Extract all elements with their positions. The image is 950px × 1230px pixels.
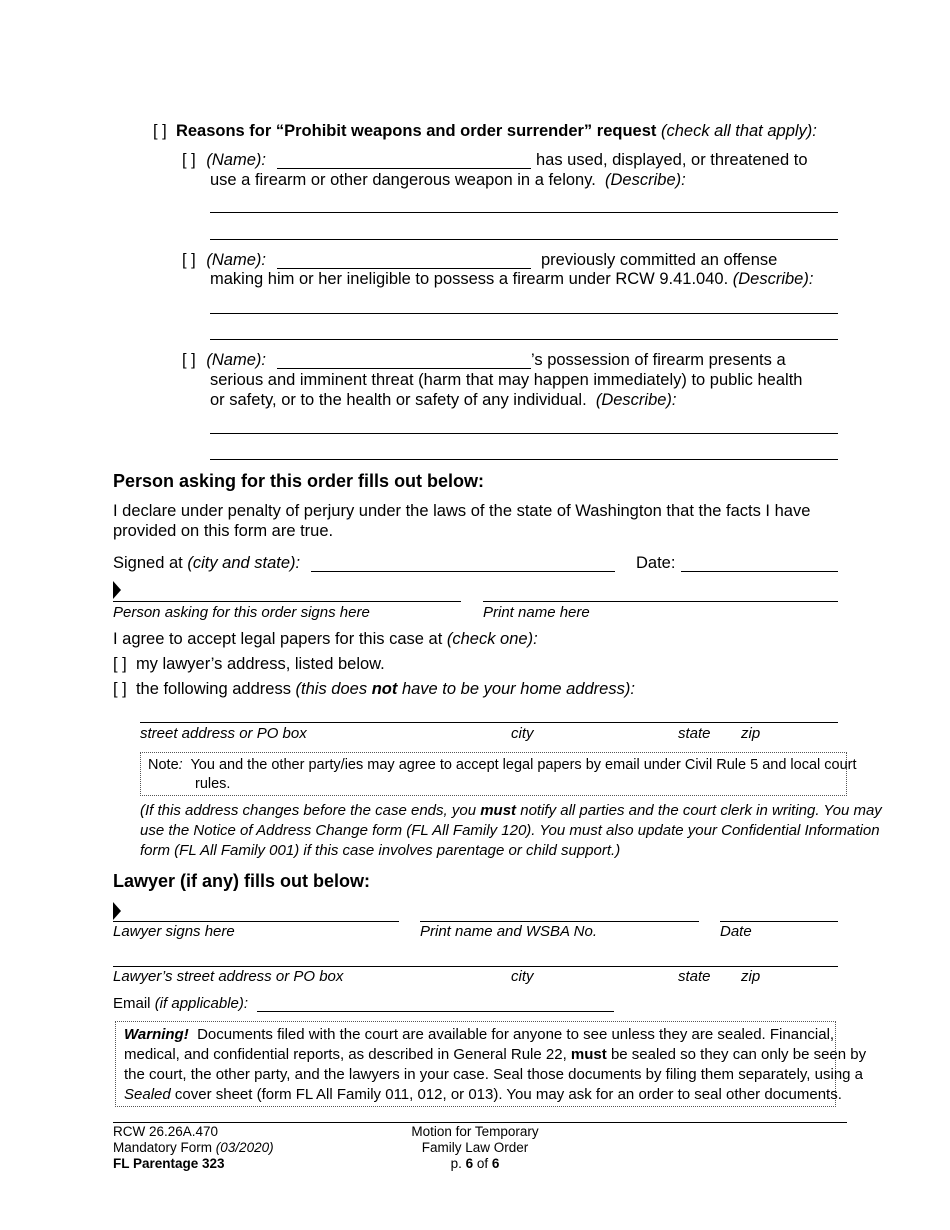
describe-label: (Describe): <box>595 391 677 409</box>
lawyer-date-field[interactable] <box>720 921 838 922</box>
lawyer-date-caption: Date <box>720 923 752 940</box>
lawyer-zip-caption: zip <box>741 968 761 985</box>
address-change-note-line2: use the Notice of Address Change form (FL All Family 120). You must also update your Confidential Information <box>140 822 880 839</box>
email-label: Email (if applicable): <box>113 995 249 1012</box>
describe-line[interactable] <box>210 239 838 240</box>
signed-at-label: Signed at (city and state): <box>113 554 301 572</box>
name-label: (Name): <box>206 151 266 169</box>
name-field[interactable] <box>277 268 531 269</box>
checkbox[interactable]: [ ] <box>182 351 196 369</box>
footer-title: Motion for Temporary <box>411 1124 539 1139</box>
reason-item-3 <box>182 351 266 370</box>
email-field[interactable] <box>257 1011 614 1012</box>
lawyer-print-name-field[interactable] <box>420 921 699 922</box>
reason-item-1 <box>182 151 266 170</box>
date-label: Date: <box>636 554 676 572</box>
describe-line[interactable] <box>210 212 838 213</box>
option-lawyer-address: [ ] my lawyer’s address, listed below. <box>113 655 385 673</box>
reason-item-2 <box>182 251 266 270</box>
reason-text-line2: serious and imminent threat (harm that may happen immediately) to public health <box>210 371 803 389</box>
reason-text-line2: making him or her ineligible to possess a firearm under RCW 9.41.040. (Describe): <box>210 270 814 288</box>
name-field[interactable] <box>277 368 531 369</box>
lawyer-print-caption: Print name and WSBA No. <box>420 923 598 940</box>
name-label: (Name): <box>206 351 266 369</box>
describe-line[interactable] <box>210 339 838 340</box>
name-label: (Name): <box>206 251 266 269</box>
lawyer-state-caption: state <box>678 968 711 985</box>
street-caption: street address or PO box <box>140 725 307 742</box>
declaration-text: I declare under penalty of perjury under the laws of the state of Washington that the facts I have <box>113 502 811 520</box>
note-text-line2: rules. <box>195 776 231 792</box>
option-following-address: [ ] the following address (this does not have to be your home address): <box>113 680 635 698</box>
name-field[interactable] <box>277 168 531 169</box>
signature-field[interactable] <box>113 601 461 602</box>
footer-divider <box>113 1122 847 1123</box>
city-state-field[interactable] <box>311 571 615 572</box>
zip-caption: zip <box>741 725 761 742</box>
declaration-text: provided on this form are true. <box>113 522 334 540</box>
reasons-heading-hint: (check all that apply): <box>660 122 817 140</box>
warning-text-line3: the court, the other party, and the lawyers in your case. Seal those documents by filing them separately, using a <box>124 1066 864 1083</box>
address-field[interactable] <box>140 722 838 723</box>
signature-caption: Person asking for this order signs here <box>113 604 370 621</box>
address-change-note: (If this address changes before the case ends, you must notify all parties and the court clerk in writing. You may <box>140 802 882 819</box>
describe-label: (Describe): <box>605 171 686 189</box>
lawyer-city-caption: city <box>511 968 534 985</box>
describe-line[interactable] <box>210 313 838 314</box>
city-caption: city <box>511 725 534 742</box>
reason-text-line2: use a firearm or other dangerous weapon in a felony. (Describe): <box>210 171 686 189</box>
describe-line[interactable] <box>210 459 838 460</box>
footer-rcw: RCW 26.26A.470 <box>113 1124 219 1139</box>
print-name-field[interactable] <box>483 601 838 602</box>
reasons-section <box>153 122 817 141</box>
describe-line[interactable] <box>210 433 838 434</box>
warning-text-line2: medical, and confidential reports, as described in General Rule 22, must be sealed so they can only be seen by <box>124 1046 867 1063</box>
checkbox[interactable]: [ ] <box>113 655 127 673</box>
warning-text: Warning! Documents filed with the court are available for anyone to see unless they are sealed. Financial, <box>124 1026 835 1043</box>
date-field[interactable] <box>681 571 838 572</box>
footer-form-id: FL Parentage 323 <box>113 1156 225 1171</box>
address-change-note-line3: form (FL All Family 001) if this case involves parentage or child support.) <box>140 842 621 859</box>
lawyer-signature-field[interactable] <box>113 921 399 922</box>
reason-text: has used, displayed, or threatened to <box>536 151 808 169</box>
reasons-heading: Reasons for “Prohibit weapons and order surrender” request <box>175 122 657 140</box>
checkbox[interactable]: [ ] <box>182 251 196 269</box>
print-name-caption: Print name here <box>483 604 590 621</box>
reason-text: previously committed an offense <box>541 251 778 269</box>
note-text: Note: You and the other party/ies may agree to accept legal papers by email under Civil Rule 5 and local court <box>148 757 857 773</box>
sign-here-arrow-icon <box>113 581 121 599</box>
footer-page-number: p. 6 of 6 <box>450 1156 500 1171</box>
checkbox[interactable]: [ ] <box>182 151 196 169</box>
lawyer-address-field[interactable] <box>113 966 838 967</box>
agree-text: I agree to accept legal papers for this case at (check one): <box>113 630 538 648</box>
footer-title-line2: Family Law Order <box>421 1140 529 1155</box>
lawyer-heading: Lawyer (if any) fills out below: <box>113 871 371 891</box>
footer-mandatory: Mandatory Form (03/2020) <box>113 1140 274 1155</box>
section-heading: Person asking for this order fills out below: <box>113 471 485 491</box>
sign-here-arrow-icon <box>113 902 121 920</box>
reason-text-line3: or safety, or to the health or safety of any individual. (Describe): <box>210 391 677 409</box>
reason-text: ’s possession of firearm presents a <box>531 351 786 369</box>
lawyer-sign-caption: Lawyer signs here <box>113 923 235 940</box>
describe-label: (Describe): <box>732 270 814 288</box>
state-caption: state <box>678 725 711 742</box>
checkbox[interactable]: [ ] <box>153 122 167 140</box>
warning-text-line4: Sealed cover sheet (form FL All Family 011, 012, or 013). You may ask for an order to seal other documents. <box>124 1086 842 1103</box>
checkbox[interactable]: [ ] <box>113 680 127 698</box>
lawyer-street-caption: Lawyer’s street address or PO box <box>113 968 344 985</box>
